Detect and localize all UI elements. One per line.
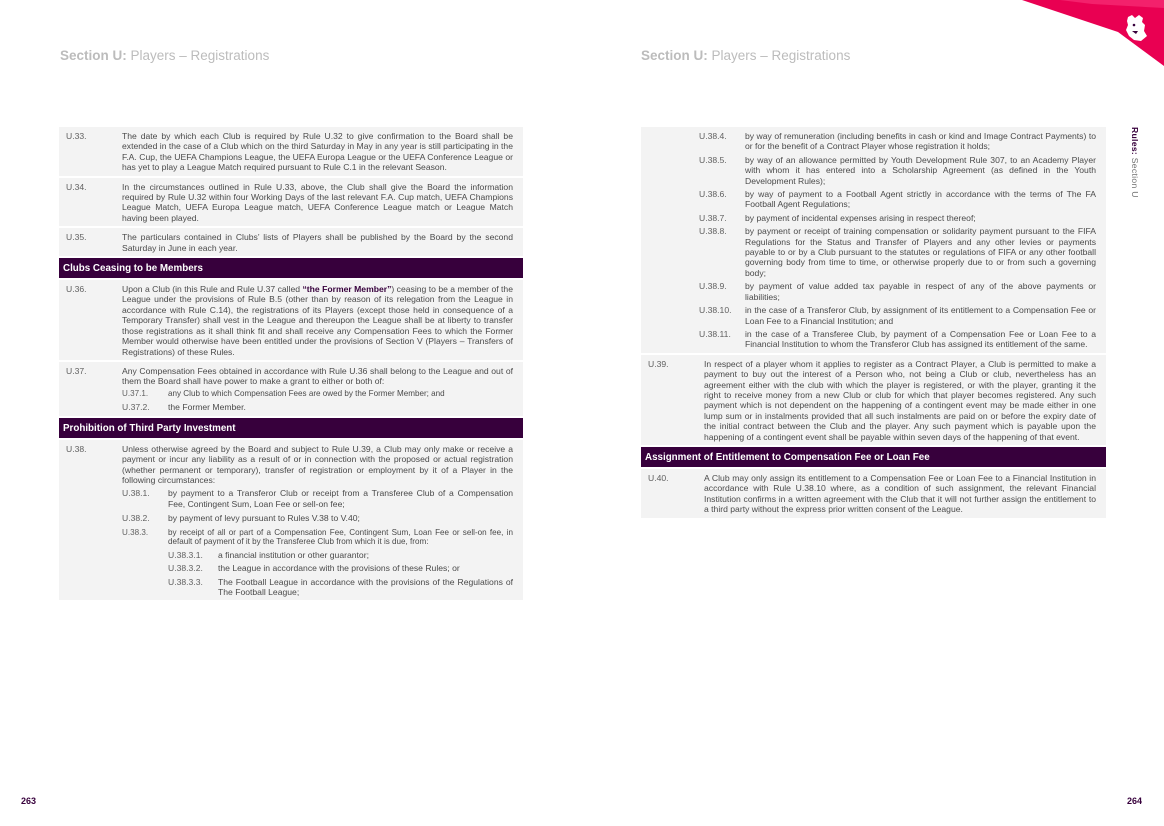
sub-rule xyxy=(122,488,513,509)
sub-rule-text: by payment of value added tax payable in respect of any of the above payments or liabilities; xyxy=(745,281,1096,302)
sub-rule-number: U.37.1. xyxy=(122,388,149,398)
sub-rule-number: U.38.5. xyxy=(699,154,727,165)
sub-sub-rule-text: The Football League in accordance with the provisions of the Regulations of The Football League; xyxy=(218,576,513,597)
sub-rule-text: by payment of levy pursuant to Rules V.38 to V.40; xyxy=(168,513,360,524)
sub-rule-number: U.38.4. xyxy=(699,131,727,141)
rule-u40 xyxy=(641,469,1106,518)
sub-rule xyxy=(699,281,1096,302)
sub-rule-number: U.38.3. xyxy=(122,527,149,537)
sub-sub-rule-number: U.38.3.3. xyxy=(168,576,203,587)
sub-rule-text: the Former Member. xyxy=(168,402,246,413)
page-number: 264 xyxy=(1127,796,1143,806)
section-header: Section U: Players – Registrations xyxy=(60,48,270,63)
sub-rule-number: U.38.8. xyxy=(699,226,727,237)
rule-text: A Club may only assign its entitlement to a Compensation Fee or Loan Fee to a Financial Institution in accordance with Rule U.38.10 where, as a condition of such assignment, the relevant Financial Institution confirms in a written agreement with the Club that it will not further assign the entitlement to a third party without the express prior written consent of the League. xyxy=(704,472,1096,515)
rule-u37 xyxy=(59,362,523,416)
rule-number: U.34. xyxy=(66,181,87,192)
sub-sub-rule-number: U.38.3.1. xyxy=(168,549,203,560)
sub-rule-number: U.38.6. xyxy=(699,189,727,200)
sub-rule-text: by receipt of all or part of a Compensation Fee, Contingent Sum, Loan Fee or sell-on fee, in default of payment of it by the Transferee Club from which it is due, from: xyxy=(168,527,513,547)
sub-rule-text: any Club to which Compensation Fees are owed by the Former Member; and xyxy=(168,388,445,398)
sub-rule xyxy=(122,513,513,523)
rule-number: U.40. xyxy=(648,472,669,483)
page-number: 263 xyxy=(21,796,37,806)
rule-text: In the circumstances outlined in Rule U.33, above, the Club shall give the Board the information required by Rule U.32 within four Working Days of the last relevant F.A. Cup match, UEFA Champions League Match, UEFA Europa League match, UEFA Conference League match or League Match having been played. xyxy=(122,181,513,223)
rule-number: U.39. xyxy=(648,358,669,369)
sub-rule-number: U.38.2. xyxy=(122,513,150,524)
sub-rule-number: U.37.2. xyxy=(122,402,150,413)
rule-number: U.33. xyxy=(66,131,87,141)
sub-sub-rule-number: U.38.3.2. xyxy=(168,563,203,574)
rule-number: U.37. xyxy=(66,365,87,376)
sub-rule-number: U.38.7. xyxy=(699,212,727,223)
sub-rule xyxy=(699,329,1096,350)
rules-column-left xyxy=(59,127,523,602)
sub-rule xyxy=(699,226,1096,278)
rule-u34 xyxy=(59,178,523,227)
rule-number: U.36. xyxy=(66,284,87,295)
side-tab: Rules: Section U xyxy=(1130,127,1140,198)
heading-clubs-ceasing: Clubs Ceasing to be Members xyxy=(59,258,523,278)
rule-u36 xyxy=(59,280,523,360)
rules-column-right xyxy=(641,127,1106,520)
rule-u35 xyxy=(59,228,523,256)
sub-sub-rule xyxy=(168,550,513,560)
right-page xyxy=(582,0,1164,826)
sub-sub-rule-text: a financial institution or other guarantor; xyxy=(218,549,369,560)
sub-rule-text: by payment to a Transferor Club or receipt from a Transferee Club of a Compensation Fee, Contingent Sum, Loan Fee or sell-on fee; xyxy=(168,488,513,509)
rule-text: The date by which each Club is required by Rule U.32 to give confirmation to the Board shall be extended in the case of a Club which on the third Saturday in May in any year is still participating in the F.A. Cup, the UEFA Champions League, the UEFA Europa League or the UEFA Conference League or has yet to play a League Match required pursuant to Rule C.1 in the relevant Season. xyxy=(122,131,513,173)
sub-rule-text: by payment or receipt of training compensation or solidarity payment pursuant to the FIFA Regulations for the Status and Transfer of Players and any other levies or payments payable to or by a Club pursuant to the statutes or regulations of FIFA or any other football governing body from time to time, or otherwise properly due to or from such a governing body; xyxy=(745,226,1096,278)
sub-sub-rule-text: the League in accordance with the provisions of these Rules; or xyxy=(218,563,460,574)
sub-rule xyxy=(699,155,1096,186)
rule-text: In respect of a player whom it applies to register as a Contract Player, a Club is permitted to make a payment to buy out the interest of a Person who, not being a Club or club, nevertheless has an agreement either with the club with which the player is registered, or with the player, granting it the right to receive money from a new Club or club for which that player becomes registered. Any such payment which is not dependent on the happening of a contingent event may be made either in one lump sum or in instalments provided that all such instalments are paid on or before the expiry date of the initial contract between the Club and the player. Any such payment which is payable upon the happening of a contingent event shall be payable within seven days of the happening of that event. xyxy=(704,358,1096,442)
rule-text: The particulars contained in Clubs’ lists of Players shall be published by the Board by the second Saturday in June in each year. xyxy=(122,232,513,253)
rule-number: U.35. xyxy=(66,232,87,243)
section-header: Section U: Players – Registrations xyxy=(641,48,851,63)
sub-rule xyxy=(699,305,1096,326)
sub-rule-text: by way of an allowance permitted by Youth Development Rule 307, to an Academy Player with whom it has entered into a Scholarship Agreement (as defined in the Youth Development Rules); xyxy=(745,154,1096,186)
sub-rule-text: by way of payment to a Football Agent strictly in accordance with the terms of The FA Football Agent Regulations; xyxy=(745,189,1096,210)
defined-term: “the Former Member” xyxy=(302,284,392,295)
sub-rule-text: in the case of a Transferor Club, by assignment of its entitlement to a Compensation Fee or Loan Fee to a Financial Institution; and xyxy=(745,305,1096,326)
sub-rule-text: by way of remuneration (including benefits in cash or kind and Image Contract Payments) to or for the benefit of a Contract Player whose registration it holds; xyxy=(745,131,1096,152)
sub-rule xyxy=(699,131,1096,152)
sub-rule-text: in the case of a Transferee Club, by payment of a Compensation Fee or Loan Fee to a Financial Institution to whom the Transferor Club has assigned its entitlement of the same. xyxy=(745,328,1096,350)
heading-third-party: Prohibition of Third Party Investment xyxy=(59,418,523,438)
sub-rule xyxy=(699,189,1096,210)
rule-u38 xyxy=(59,440,523,601)
rule-u38-continued xyxy=(641,127,1106,353)
sub-rule xyxy=(122,528,513,547)
rule-u39 xyxy=(641,355,1106,445)
sub-rule-number: U.38.11. xyxy=(699,328,731,339)
sub-rule xyxy=(122,389,513,399)
rule-text: Any Compensation Fees obtained in accordance with Rule U.36 shall belong to the League and out of them the Board shall have power to make a grant to either or both of: xyxy=(122,365,513,387)
rule-u33 xyxy=(59,127,523,176)
sub-rule-number: U.38.10. xyxy=(699,305,732,316)
sub-rule xyxy=(699,213,1096,223)
rule-text: Upon a Club (in this Rule and Rule U.37 called “the Former Member”) ceasing to be a member of the League under the provisions of Rule B.5 (other than by reason of its relegation from the League in accordance with Rule C.14), the registrations of its Players (except those held in consequence of a Temporary Transfer) shall vest in the League and thereupon the League shall be at liberty to transfer those registrations as it shall think fit and shall receive any Compensation Fees to which the Former Member would otherwise have been entitled under the provisions of Section V (Players – Transfers of Registrations) of these Rules. xyxy=(122,284,513,357)
sub-rule-number: U.38.1. xyxy=(122,488,150,499)
rule-text: Unless otherwise agreed by the Board and subject to Rule U.39, a Club may only make or receive a payment or incur any liability as a result of or in connection with the proposed or actual registration (whether permanent or temporary), transfer of registration or employment by it of a Player in the following circumstances: xyxy=(122,443,513,485)
rule-number: U.38. xyxy=(66,443,87,454)
sub-sub-rule xyxy=(168,577,513,598)
sub-rule-text: by payment of incidental expenses arising in respect thereof; xyxy=(745,212,976,223)
premier-league-lion-icon xyxy=(1124,14,1148,42)
sub-rule-number: U.38.9. xyxy=(699,281,727,292)
heading-assignment: Assignment of Entitlement to Compensation Fee or Loan Fee xyxy=(641,447,1106,467)
sub-sub-rule xyxy=(168,563,513,573)
sub-rule xyxy=(122,402,513,412)
